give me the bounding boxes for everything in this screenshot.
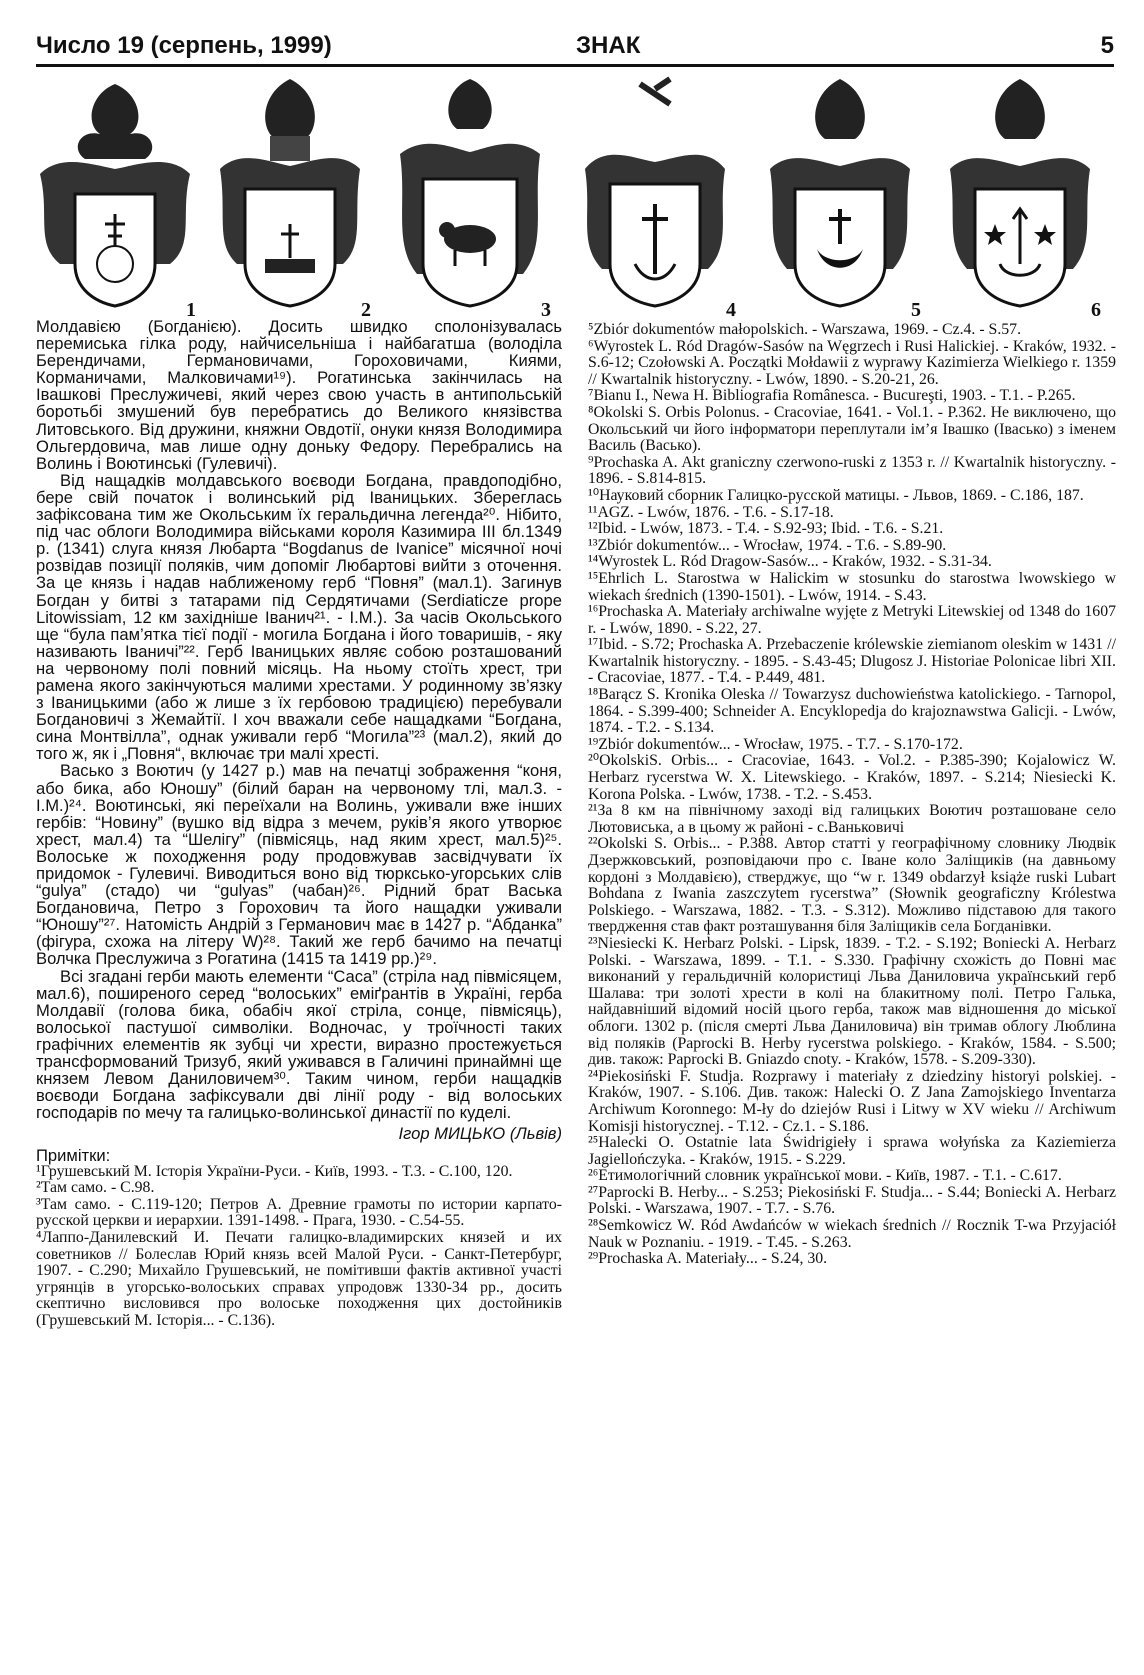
footnote: ⁸Okolski S. Orbis Polonus. - Cracoviae, 1641. - Vol.1. - P.362. Не виключено, що Окольський чи його інформатори переплутали ім’я Івашко (Івасько) з іменем Василь (Васько). [588, 403, 1116, 455]
coat-of-arms-4-image [570, 74, 740, 314]
article-paragraph: Від нащадків молдавського воєводи Богдана, правдоподібно, бере свій початок і волинський рід Іваницьких. Збереглась зафіксована тим же Окольським їх геральдична легенда²⁰. Нібито, під час облоги Володимира військами короля Казимира III бл.1349 р. (1341) слуга князя Любарта “Bogdanus de Ivanice” місячної ночі розвідав позиції поляків, чим допоміг Любартові вийти з оточення. За це князь і надав наближеному герб “Повня” (мал.1). Загинув Богдан у битві з татарами під Сердятичами (Serdiaticze prope Litowissiam, 12 км західніше Іванич²¹. - І.М.). За часів Окольського ще “була пам’ятка тієї події - могила Богдана і його товаришів, - яку називають Іваничі”²². Герб Іваницьких являє собою розташований на червоному полі повний місяць. На ньому стоїть хрест, три рамена якого закінчуються малими хрестами. У родинному зв’язку з Іваницькими (або ж лише з їх гербовою традицією) перебували Богдановичі з Жемайтії. І хоч вважали себе нащадками “Богдана, сина Монтвілла”, однак уживали герб “Могила”²³ (мал.2), який до того ж, як і „Повня“, включає три малі хресті. [36, 470, 562, 764]
coat-of-arms-1-image [30, 74, 200, 314]
footnote: ⁹Prochaska A. Akt graniczny czerwono-ruski z 1353 r. // Kwartalnik historyczny. - 1896. - S.814-815. [588, 453, 1116, 488]
figure-number: 1 [186, 299, 196, 321]
coat-of-arms-6 [935, 74, 1105, 321]
footnote: ⁶Wyrostek L. Ród Dragów-Sasów na Węgrzech i Rusi Halickiej. - Kraków, 1932. - S.6-12; Czołowski A. Początki Mołdawii z wyprawy Kazimierza Wielkiego r. 1359 // Kwartalnik historyczny. - Lwów, 1890. - S.20-21, 26. [588, 337, 1116, 388]
footnote: ²²Okolski S. Orbis... - P.388. Автор статті у географічному словнику Людвік Дзержковський, розповідаючи про с. Іване коло Заліщиків (на давньому кордоні з Молдавією), стверджує, що “w r. 1349 obdarzył książe ruski Lubart Bohdana z Iwania zaszczytem rycerstwa” (Słownik geograficzny Królestwa Polskiego. - Warszawa, 1882. - T.3. - S.312). Можливо підставою для такого твердження став факт розташування біля Заліщиків села Богданівки. [588, 835, 1116, 936]
footnote: ²⁷Paprocki B. Herby... - S.253; Piekosiński F. Studja... - S.44; Boniecki A. Herbarz Polski. - Warszawa, 1907. - T.7. - S.76. [588, 1183, 1116, 1218]
coat-of-arms-1 [30, 74, 200, 321]
footnote: ¹²Ibid. - Lwów, 1873. - T.4. - S.92-93; Ibid. - T.6. - S.21. [588, 520, 944, 538]
footnote: ²Там само. - С.98. [36, 1179, 155, 1197]
footnote: ²⁶Етимологічний словник української мови. - Київ, 1987. - Т.1. - С.617. [588, 1167, 1062, 1185]
footnote: ⁴Лаппо-Данилевский И. Печати галицко-владимирских князей и их советников // Болеслав Юрий князь всей Малой Руси. - Санкт-Петербург, 1907. - С.290; Михайло Грушевський, не помітивши фактів активної участі угрянців в угорсько-волоських справах упродовж 1330-34 рр., досить скептично висловився про волоське походження цих достойників (Грушевський М. Історія... - С.136). [36, 1228, 562, 1329]
footnote: ²³Niesiecki K. Herbarz Polski. - Lipsk, 1839. - T.2. - S.192; Boniecki A. Herbarz Polski. - Warszawa, 1899. - T.1. - S.330. Графічну схожість до Повні має виконаний у геральдичній колористиці Льва Даниловича український герб Шалава: три золоті хрести в колі на блакитному полі. Петро Галька, найдавніший відомий носій цього герба, також мав відношення до міської облоги. 1302 р. (після смерті Льва Даниловича) він тримав облогу Люблина від поляків (Paprocki B. Herby rycerstwa polskiego. - Kraków, 1584. - S.500; див. також: Paprocki B. Gniazdo cnoty. - Kraków, 1578. - S.209-330). [588, 934, 1116, 1069]
coat-of-arms-3 [385, 74, 555, 321]
page-number: 5 [1100, 32, 1114, 59]
footnote: ²⁸Semkowicz W. Ród Awdańców w wiekach średnich // Rocznik T-wa Przyjaciół Nauk w Poznaniu. - 1919. - T.45. - S.263. [588, 1217, 1116, 1251]
footnote: ¹Грушевський М. Історія України-Руси. - Київ, 1993. - Т.3. - С.100, 120. [36, 1162, 513, 1180]
footnote: ²⁴Piekosiński F. Studja. Rozprawy i materiały z dziedziny historyi polskiej. - Kraków, 1907. - S.106. Див. також: Halecki O. Z Jana Zamojskiego Inventarza Archiwum Koronnego: M-ły do dziejów Rusi i Litwy w XV wieku // Archiwum Komisji historycznej. - T.12. - Cz.1. - S.186. [588, 1067, 1116, 1135]
coat-of-arms-5 [755, 74, 925, 321]
footnote: ¹⁴Wyrostek L. Ród Dragow-Sasów... - Kraków, 1932. - S.31-34. [588, 553, 992, 571]
article-paragraph: Молдавією (Богданією). Досить швидко сполонізувалась перемиська гілка роду, найчисельніша і найбагатша (володіла Берендичами, Германовичами, Гороховичами, Киями, Корманичами, Малковичами¹⁹). Рогатинська закінчилась на Івашкові Преслужичеві, який через свою участь в антипольській боротьбі змушений був перебратись до Великого князівства Литовського. Від дружини, княжни Овдотії, онуки князя Володимира Ольгердовича, мав лише одну доньку Федору. Перебрались на Волинь і Воютинські (Гулевичі). [36, 317, 562, 473]
article-paragraph: Всі згадані герби мають елементи “Саса” (стріла над півмісяцем, мал.6), поширеного серед “волоських” еміґрантів в Україні, герба Молдавії (голова бика, обабіч якої стріла, сонце, півмісяць), волоської пастушої символіки. Водночас, у троїчності таких графічних елементів як зубці чи хрести, виразно простежується трансформований Тризуб, який уживався в Галичині принаймні ще князем Левом Даниловичем³⁰. Таким чином, герби нащадків воєводи Богдана зафіксували дві лінії роду - від волоських господарів по мечу та галицько-волинської династії по куделі. [36, 966, 562, 1123]
footnote: ³Там само. - С.119-120; Петров А. Древние грамоты по истории карпато-русской церкви и иерархии. 1391-1498. - Прага, 1930. - С.54-55. [36, 1195, 562, 1230]
coats-of-arms-row [30, 74, 1120, 324]
article-column [36, 318, 562, 1330]
footnote: ¹³Zbiór dokumentów... - Wrocław, 1974. - T.6. - S.89-90. [588, 536, 947, 554]
page-header [36, 30, 1114, 67]
notes-heading: Примітки: [36, 1145, 111, 1165]
issue-label: Число 19 (серпень, 1999) [36, 32, 332, 59]
coat-of-arms-2-image [205, 74, 375, 314]
figure-number: 4 [726, 299, 736, 321]
footnote: ²⁹Prochaska A. Materiały... - S.24, 30. [588, 1250, 828, 1268]
coat-of-arms-2 [205, 74, 375, 321]
figure-number: 6 [1091, 299, 1101, 321]
footnote: ¹⁷Ibid. - S.72; Prochaska A. Przebaczenie królewskie ziemianom oleskim w 1431 // Kwartalnik historyczny. - 1895. - S.43-45; Dlugosz J. Historiae Polonicae libri XII. - Cracoviae, 1877. - T.4. - P.449, 481. [588, 636, 1116, 687]
coat-of-arms-4 [570, 74, 740, 321]
footnote: ¹¹AGZ. - Lwów, 1876. - T.6. - S.17-18. [588, 503, 834, 521]
figure-number: 5 [911, 299, 921, 321]
coat-of-arms-6-image [935, 74, 1105, 314]
figure-number: 3 [541, 299, 551, 321]
footnotes-column [588, 322, 1116, 1268]
footnote: ¹⁶Prochaska A. Materiały archiwalne wyjęte z Metryki Litewskiej od 1348 do 1607 r. - Lwów, 1890. - S.22, 27. [588, 603, 1116, 637]
footnote: ¹⁰Науковий сборник Галицко-русской матицы. - Львов, 1869. - С.186, 187. [588, 486, 1084, 504]
author-signature: Ігор МИЦЬКО (Львів) [398, 1124, 562, 1144]
coat-of-arms-5-image [755, 74, 925, 314]
coat-of-arms-3-image [385, 74, 555, 314]
footnote: ²¹За 8 км на північному заході від галицьких Воютич розташоване село Лютовиська, а в цьому ж районі - с.Ваньковичі [588, 802, 1116, 836]
footnote: ²⁵Halecki O. Ostatnie lata Świdrigieły i sprawa wołyńska za Kaziemierza Jagiellończyka. - Kraków, 1915. - S.229. [588, 1134, 1116, 1168]
journal-title: ЗНАК [576, 32, 641, 59]
footnote: ¹⁵Ehrlich L. Starostwa w Halickim w stosunku do starostwa lwowskiego w wiekach średnich (1390-1501). - Lwów, 1914. - S.43. [588, 569, 1116, 604]
footnote: ¹⁹Zbiór dokumentów... - Wrocław, 1975. - T.7. - S.170-172. [588, 735, 963, 753]
figure-number: 2 [361, 299, 371, 321]
footnote: ¹⁸Barącz S. Kronika Oleska // Towarzysz duchowieństwa katolickiego. - Tarnopol, 1864. - S.399-400; Schneider A. Encyklopedja do krajoznawstwa Galicji. - Lwów, 1874. - T.2. - S.134. [588, 686, 1116, 737]
footnote: ²⁰OkolskiS. Orbis... - Cracoviae, 1643. - Vol.2. - P.385-390; Kojalowicz W. Herbarz rycerstwa W. X. Litewskiego. - Kraków, 1897. - S.214; Niesiecki K. Korona Polska. - Lwów, 1738. - T.2. - S.453. [588, 752, 1116, 803]
article-paragraph: Васько з Воютич (у 1427 р.) мав на печатці зображення “коня, або бика, або Юношу” (білий баран на червоному тлі, мал.3. - І.М.)²⁴. Воютинські, які переїхали на Волинь, уживали вже інших гербів: “Новину” (вушко від відра з мечем, руків’я якого утворює хрест, мал.4) та “Шелігу” (півмісяць, над яким хрест, мал.5)²⁵. Волоське ж походження роду продовжував засвідчувати їх придомок - Гулевичі. Виводиться воно від тюрксько-угорських слів “gulya” (стадо) чи “gulyas” (чабан)²⁶. Рідний брат Васька Богдановича, Петро з Горохович та його нащадки уживали “Юношу”²⁷. Натомість Андрій з Германович має в 1427 р. “Абданка” (фігура, схожа на літеру W)²⁸. Такий же герб бачимо на печатці Волчка Преслужича з Рогатина (1415 та 1419 рр.)²⁹. [36, 761, 562, 969]
footnote: ⁵Zbiór dokumentów małopolskich. - Warszawa, 1969. - Cz.4. - S.57. [588, 321, 1022, 338]
footnote: ⁷Bianu I., Newa H. Bibliografia Românesca. - Bucureşti, 1903. - T.1. - P.265. [588, 387, 1076, 405]
